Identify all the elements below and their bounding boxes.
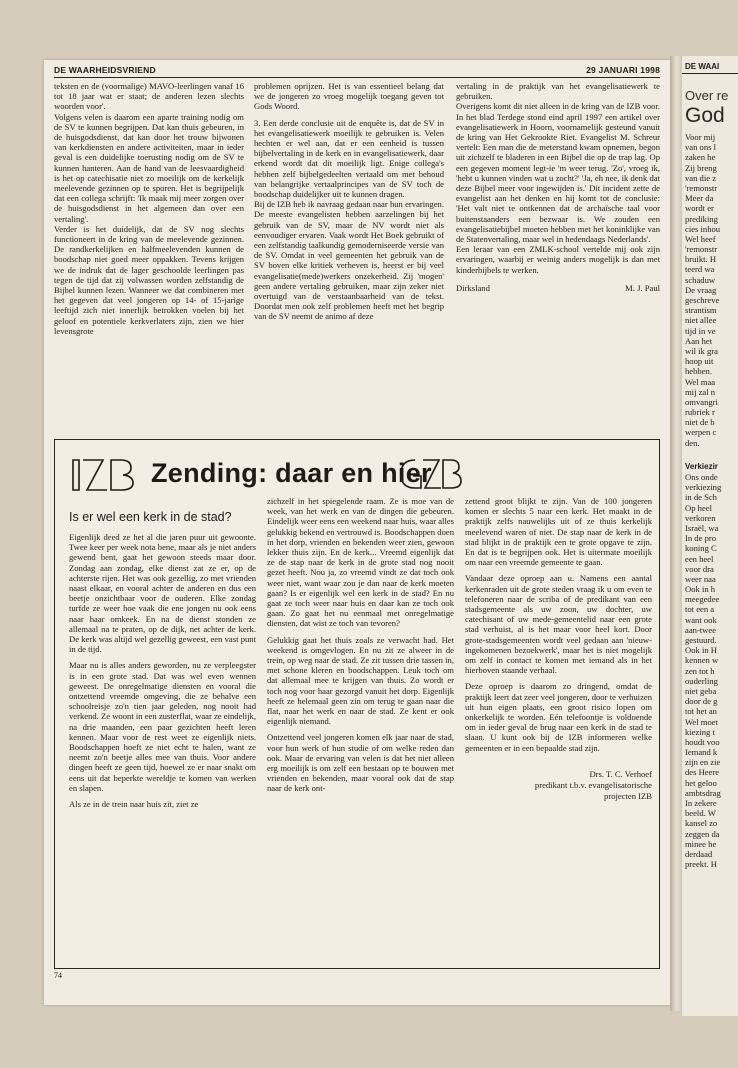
next-page-line: 'remonstr: [685, 182, 718, 193]
article-column-1: [54, 81, 244, 431]
article-column-2: [254, 81, 444, 431]
publication-name: DE WAARHEIDSVRIEND: [54, 65, 156, 75]
next-page-line: De vraag: [685, 284, 717, 295]
credit-role: projecten IZB: [604, 790, 652, 801]
paragraph: 3. Een derde conclusie uit de enquête is, dat de SV in het evangelisatiewerk moeilijk te gebruiken is. Velen hechten er wel aan, dat er een eenheid is tussen bijbelvertaling in de kerk en in evangelisatiewerk, daar erkend wordt dat dit moeilijk ligt. Enige collega's hebben zelf bijbelgedeelten vertaald om met behoud van belangrijke vertaalprincipes van de SV toch de boodschap duidelijker uit te kunnen dragen.: [254, 117, 444, 200]
next-page-line: prediking: [685, 213, 718, 224]
next-page-line: tijd in ve: [685, 325, 716, 336]
next-page-line: voor dra: [685, 563, 714, 574]
zending-banner: [69, 454, 469, 496]
next-page-line: derdaad: [685, 848, 713, 859]
next-page-title: God: [685, 104, 725, 127]
next-page-line: verkiezing: [685, 482, 722, 493]
page-number: 74: [54, 971, 62, 980]
next-page-line: beeld. W: [685, 808, 716, 819]
next-page-line: een heel: [685, 553, 714, 564]
next-page-kicker: Over re: [685, 88, 729, 103]
paragraph: teksten en de (voormalige) MAVO-leerlingen vanaf 16 tot 18 jaar wat er staat; de anderen lezen slechts woorden voor'.: [54, 81, 244, 112]
magazine-page: [44, 60, 670, 1005]
next-page-line: strantism: [685, 305, 717, 316]
next-page-line: Ook in h: [685, 584, 716, 595]
box-column-3: [465, 496, 652, 962]
next-page-line: rubriek r: [685, 407, 715, 418]
zending-box: [54, 439, 660, 969]
next-page-line: schaduw: [685, 274, 716, 285]
next-page-line: geschreve: [685, 295, 720, 305]
paragraph: problemen oprijzen. Het is van essentieel belang dat we de jongeren zo vroeg mogelijk toegang geven tot Gods Woord.: [254, 81, 444, 112]
next-page-line: teerd wa: [685, 264, 715, 275]
next-page-line: niet geba: [685, 685, 717, 696]
paragraph: Overigens komt dit niet alleen in de kring van de IZB voor. In het blad Terdege stond eind april 1997 een artikel over evangelisatiewerk in Hoorn, voornamelijk gesteund vanuit de kring van Het Gekrookte Riet. Evangelist M. Schreur vertelt: Een man die de meterstand kwam opnemen, begon uit zichzelf te bladeren in een Bijbel die op de trap lag. Op een gegeven moment legt-ie 'm weer terug. 'Zo', vroeg ik, 'hebt u kunnen vinden wat u zocht?' 'Ja, eh nee, ik denk dat deze Bijbel meer voor ingewijden is.' Dit incident zette de evangelist aan het denken en hij komt tot de conclusie: 'Het valt niet te ontkennen dat de archaïsche taal voor buitenstaanders een bezwaar is. We zouden een evangelisatiebijbel moeten hebben met het koninklijke van de Statenvertaling, maar wel in hedendaags Nederlands'.: [456, 101, 660, 245]
next-page-line: in de Sch: [685, 492, 717, 503]
next-page-line: wordt er: [685, 203, 714, 214]
paragraph: Een leraar van een ZMLK-school vertelde mij ook zijn ervaringen, waarbij er weinig anders mogelijk is dan met kinderbijbels te werken.: [456, 244, 660, 275]
next-page-line: niet de b: [685, 417, 715, 428]
next-page-line: weer naa: [685, 573, 716, 584]
paragraph: Verder is het duidelijk, dat de SV nog slechts functioneert in de kring van de meelevende gezinnen. De randkerkelijken en halfmeelevenden kunnen de boodschap niet goed meer oppakken. Tevens krijgen we de indruk dat de lager geschoolde leerlingen pas tegen de tijd dat zij volwassen worden zelfstandig de Bijbel kunnen lezen. Wanneer we dat combineren met het gegeven dat veel jongeren op 14- of 15-jarige leeftijd zich niet innerlijk betrokken voelen bij het geloof en potentiele kerkverlaters zijn, zien we hier levensgrote: [54, 223, 244, 336]
next-page-line: Wel moet: [685, 716, 718, 727]
page-gutter: [670, 56, 682, 1011]
next-page-line: tot het an: [685, 706, 717, 717]
next-page-line: koning C: [685, 543, 717, 554]
article-top: [54, 81, 660, 431]
next-page-line: Iemand k: [685, 747, 718, 758]
signature-place: Dirksland: [456, 282, 490, 293]
next-page-line: hebben.: [685, 366, 712, 377]
header-rule: [54, 77, 660, 78]
next-page-text: [685, 132, 738, 869]
box-column-1: [69, 532, 256, 962]
banner-title: Zending: daar en hier: [151, 458, 432, 488]
next-page-line: omvangri: [685, 396, 718, 407]
next-page-line: Israël, wa: [685, 522, 719, 533]
gzb-logo-icon: [395, 454, 463, 494]
next-page-line: In zekere: [685, 798, 717, 808]
credit-name: Drs. T. C. Verhoef: [589, 768, 652, 779]
next-page-line: hoop uit: [685, 356, 714, 367]
paragraph: Gelukkig gaat het thuis zoals ze verwacht had. Het weekend is omgevlogen. En nu zit ze alweer in de trein, op weg naar de stad. Ze zit tussen drie tassen in, met schone kleren en boodschappen. Leuk toch om dat allemaal mee te krijgen van thuis. Zo wordt er toch nog voor haar gezorgd vanuit het dorp. Eigenlijk heeft ze helemaal geen zin om terug te gaan naar die flat, naar het werk en naar de stad. Ze kent er ook eigenlijk niemand.: [267, 634, 454, 727]
next-page-line: werpen c: [685, 427, 717, 438]
signature: [456, 283, 660, 293]
signature-name: M. J. Paul: [625, 282, 660, 293]
article-column-3: [456, 81, 660, 431]
next-page-line: gestuurd.: [685, 635, 717, 645]
next-page-line: van die z: [685, 172, 717, 183]
credit-role: predikant t.b.v. evangelisatorische: [534, 779, 652, 790]
next-page-line: Wel maa: [685, 376, 716, 387]
next-page-line: tot een a: [685, 604, 715, 615]
next-page-line: zaken he: [685, 152, 716, 163]
next-page-header: DE WAAI: [685, 62, 720, 71]
paragraph: Deze oproep is daarom zo dringend, omdat de praktijk leert dat zeer veel jongeren, door te verhuizen uit hun eigen plaats, een groot risico lopen om onkerkelijk te worden. Eén telefoontje is voldoende om in ieder geval de brug naar een kerk in de stad te slaan. U kunt ook bij de IZB informeren welke gemeenten er in een bepaalde stad zijn.: [465, 681, 652, 753]
next-page-line: ouderling: [685, 675, 718, 686]
paragraph: Maar nu is alles anders geworden, nu ze verpleegster is in een grote stad. Dat was wel even wennen geweest. De onregelmatige diensten en vooral die ontzettend vreemde omgeving, die ze behalve een schoolreisje zo'n tien jaar geleden, nog nooit had verkend. Ze woont in een zusterflat, waar ze eindelijk, na drie maanden, een paar gezichten heeft leren kennen. Maar voor de rest weet ze eigenlijk niets. Boodschappen hoeft ze niet echt te halen, want ze neemt zo'n beetje alles mee van thuis. Voor andere dingen heeft ze geen tijd, hoewel ze er naar snakt om eens uit dat beperkte wereldje te komen van werken en slapen.: [69, 660, 256, 793]
box-column-2: [267, 496, 454, 962]
next-page-line: Voor mij: [685, 132, 716, 142]
next-page-line: kennen w: [685, 655, 719, 666]
next-page-line: minee he: [685, 838, 717, 849]
next-page-line: aan-twee: [685, 624, 717, 635]
next-page-line: van ons l: [685, 142, 717, 153]
next-page-line: meegedee: [685, 594, 720, 605]
next-page-line: Ons onde: [685, 472, 718, 482]
paragraph: zichzelf in het spiegelende raam. Ze is moe van de week, van het werk en van de dingen die gebeuren. Eindelijk weer eens een weekend naar huis, waar alles gelukkig bekend en vertrouwd is. Boodschappen doen in het dorp, vrienden en bekenden weer zien, gewoon lekker thuis zijn. En de kerk... Vreemd eigenlijk dat ze de stap naar de kerk in de grote stad nog nooit gezet heeft. Nou ja, zo vreemd vindt ze dat toch ook weer niet, want waar zou je dan naar de kerk moeten gaan? Is er eigenlijk wel een kerk in de stad? En nu gaat ze toch weer naar huis en daar kan ze toch ook gaan. Zo gaat het nu eenmaal met onregelmatige diensten, dat wist ze toch van tevoren?: [267, 496, 454, 629]
next-page-line: den.: [685, 437, 700, 448]
next-page-line: In de pro: [685, 533, 717, 544]
next-page-line: bruikt. H: [685, 254, 717, 265]
next-page-line: niet allee: [685, 315, 717, 326]
next-page-line: Aan het: [685, 335, 712, 346]
paragraph: Ontzettend veel jongeren komen elk jaar naar de stad, voor hun werk of hun studie of om welke reden dan ook. Maar de ervaring van velen is dat het niet alleen erg moeilijk is om zelf een bestaan op te bouwen met vrienden en bekenden, maar vooral ook dat de stap naar de kerk ont-: [267, 732, 454, 794]
next-page-line: 'remonstr: [685, 244, 718, 255]
next-page-line: Wel heef: [685, 233, 716, 244]
izb-logo-icon: [69, 456, 139, 494]
paragraph: zettend groot blijkt te zijn. Van de 100 jongeren komen er slechts 5 naar een kerk. Het maakt in de praktijk zelfs nauwelijks uit of ze thuis kerkelijk meelevend waren of niet. De stap naar de kerk in de stad blijkt in de praktijk een te grote opgave te zijn. En dat is te begrijpen ook. Het is uitermate moeilijk om naar een vreemde gemeente te gaan.: [465, 496, 652, 568]
paragraph: Bij de IZB heb ik navraag gedaan naar hun ervaringen. De meeste evangelisten hebben aarzelingen bij het gebruik van de SV, maar de NV wordt niet als eenvoudiger ervaren. Vaak wordt Het Boek gebruikt of een zelfstandig taalkundig gemoderniseerde versie van de SV. Omdat in veel gemeenten het gebruik van de SV boven elke kritiek verheven is, heerst er bij veel evangelisatie(mede)werkers onzekerheid. Zij 'mogen' geen andere vertaling gebruiken, maar zijn zeker niet overtuigd van de verstaanbaarheid van de tekst. Doordat men ook zelf problemen heeft met het begrip van de SV neemt de animo af deze: [254, 199, 444, 322]
next-page-line: Op heel: [685, 502, 712, 513]
next-page-line: ambtsdrag: [685, 787, 721, 798]
next-page-line: Meer da: [685, 193, 714, 204]
next-page-edge: [682, 56, 738, 1016]
next-page-line: kiezing t: [685, 726, 715, 737]
next-page-line: Ook in H: [685, 645, 717, 656]
next-page-line: door de g: [685, 696, 718, 707]
next-page-line: zen tot h: [685, 665, 715, 676]
author-credit: [465, 769, 652, 802]
next-page-line: kansel zo: [685, 818, 718, 829]
paragraph: vertaling in de praktijk van het evangelisatiewerk te gebruiken.: [456, 81, 660, 102]
next-page-line: verkoren: [685, 512, 716, 523]
next-page-subhead: Verkiezir: [685, 461, 718, 471]
next-page-line: preekt. H: [685, 859, 717, 870]
next-page-line: des Heere: [685, 767, 720, 778]
paragraph: Eigenlijk deed ze het al die jaren puur uit gewoonte. Twee keer per week nota bene, maar als je niet anders gewend bent, gaat het gewoon steeds maar door. Zondag aan zondag, elke dienst zat ze er, op de achterste rijen. Het was ook gezellig, zo met vrienden naast elkaar, en vooral achter de anderen en dus een beetje onzichtbaar voor de ouderen. Elke zondag turfde ze weer hoe vaak die ene jongen nu ook eens naar haar omkeek. En na de dienst stonden ze allemaal na te praten, op de dijk, net achter de kerk. De kerk was altijd wel gezellig geweest, een vast punt in de tijd.: [69, 532, 256, 655]
next-page-line: wil ik gra: [685, 345, 718, 356]
running-head: [54, 65, 660, 77]
next-page-rule: [682, 73, 738, 74]
next-page-line: zijn en zie: [685, 757, 721, 768]
box-article-title: Is er wel een kerk in de stad?: [69, 510, 232, 524]
next-page-line: het geloo: [685, 777, 717, 788]
paragraph: Als ze in de trein naar huis zit, ziet ze: [69, 799, 199, 810]
paragraph: Vandaar deze oproep aan u. Namens een aantal kerkenraden uit de grote steden vraag ik u om even te telefoneren naar de scriba of de predikant van een stadsgemeente als uw zoon, uw dochter, uw catechisant of uw mede-gemeentelid naar een grote stad verhuist, al is het maar voor heel kort. Door grote-stadsgemeenten wordt veel gedaan aan 'nieuw-ingekomenen bezoekwerk', maar het is niet mogelijk om zelf in contact te komen met iemand als in het hierboven staande verhaal.: [465, 573, 652, 676]
next-page-line: mij zal n: [685, 386, 716, 397]
next-page-line: cies inhou: [685, 223, 721, 234]
issue-date: 29 JANUARI 1998: [586, 65, 660, 75]
next-page-line: houdt voo: [685, 736, 720, 747]
paragraph: Volgens velen is daarom een aparte training nodig om de SV te kunnen begrijpen. Dat kan thuis gebeuren, in de huisgodsdienst, dat kan door het trouw bijwonen van kerkdiensten en andere activiteiten, maar in ieder geval is een duidelijke toerusting nodig om de SV te kunnen hanteren. Aan de hand van de leesvaardigheid is het op catechisatie niet zo moeilijk om de kerkelijk meelevende gezinnen op te sporen. Het is begrijpelijk dat een collega schrijft: 'Ik maak mij meer zorgen over de huisgodsdienst in het algemeen dan over een vertaling'.: [54, 111, 244, 224]
next-page-line: zeggen da: [685, 828, 720, 839]
next-page-line: want ook: [685, 614, 717, 625]
next-page-line: Zij breng: [685, 162, 717, 173]
